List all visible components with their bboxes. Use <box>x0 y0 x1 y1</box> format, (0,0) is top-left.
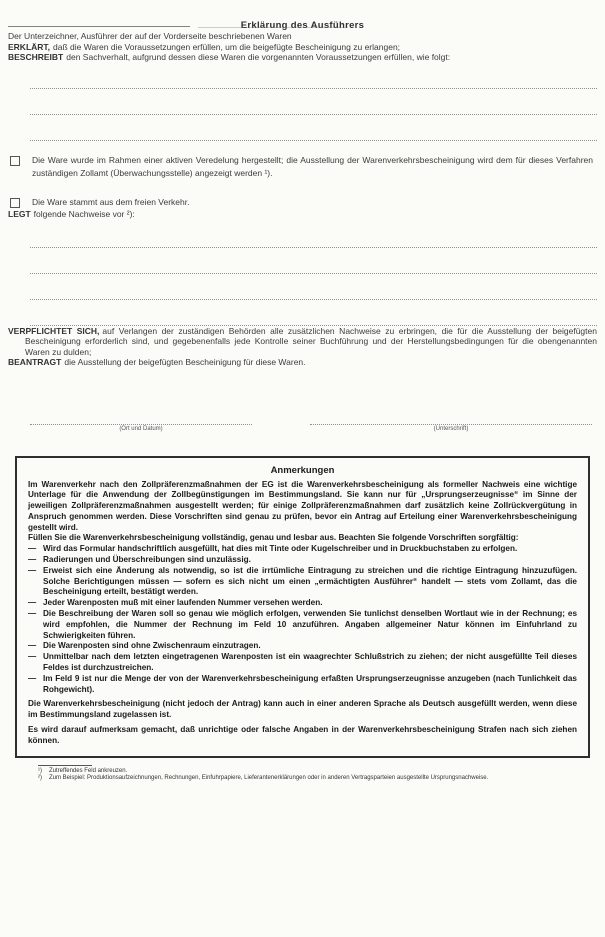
footnote-separator <box>38 765 92 766</box>
signature-line[interactable] <box>310 414 592 425</box>
anmerkungen-bullet <box>28 544 577 555</box>
anmerkungen-para3: Die Warenverkehrsbescheinigung (nicht jedoch der Antrag) kann auch in einer anderen Sprache als Deutsch ausgefüllt werden, wenn diese im Bestimmungsland zugelassen ist. <box>28 699 577 720</box>
signature-field-place-date <box>30 414 252 432</box>
bullet-dash: — <box>28 609 37 619</box>
bullet-dash: — <box>28 641 37 651</box>
footnote-marker: ¹) <box>38 767 42 774</box>
beantragt-text: die Ausstellung der beigefügten Bescheinigung für diese Waren. <box>64 357 306 367</box>
nachweise-fill-lines <box>30 220 597 326</box>
anmerkungen-bullet <box>28 652 577 674</box>
bullet-text: Wird das Formular handschriftlich ausgefüllt, hat dies mit Tinte oder Kugelschreiber und in Druckbuchstaben zu erfolgen. <box>43 544 518 554</box>
beantragt-paragraph <box>8 357 597 368</box>
fill-line[interactable] <box>30 274 597 300</box>
bullet-text: Im Feld 9 ist nur die Menge der von der Warenverkehrsbescheinigung erfaßten Ursprungserzeugnisse anzugeben (nach Tunlichkeit das Rohgewicht). <box>43 673 577 694</box>
intro-text: Der Unterzeichner, Ausführer der auf der Vorderseite beschriebenen Waren <box>8 31 292 41</box>
anmerkungen-box <box>15 456 590 758</box>
place-date-line[interactable] <box>30 414 252 425</box>
beantragt-lead: BEANTRAGT <box>8 357 62 367</box>
beschreibt-paragraph <box>8 52 597 63</box>
bullet-text: Die Warenposten sind ohne Zwischenraum einzutragen. <box>43 641 261 651</box>
bullet-dash: — <box>28 565 37 575</box>
bullet-dash: — <box>28 673 37 683</box>
verpflichtet-lead: VERPFLICHTET SICH, <box>8 325 100 336</box>
bullet-text: Erweist sich eine Änderung als notwendig, so ist die irrtümliche Eintragung zu streichen und die richtige Eintragung hinzuzufügen. Solche Berichtigungen müssen — sofern es sich nicht um einen „ermächtigten Ausführer“ handelt — stets vom Zollamt, das die Bescheinigung erteilt, bestätigt werden. <box>43 565 577 597</box>
anmerkungen-bullet <box>28 566 577 598</box>
footnote-text: Zum Beispiel: Produktionsaufzeichnungen, Rechnungen, Einfuhrpapiere, Lieferantenerklärungen oder in anderen Vertragsparteien ausgestellte Ursprungsnachweise. <box>49 775 489 782</box>
footnote-marker: ²) <box>38 775 42 782</box>
fill-line[interactable] <box>30 115 597 141</box>
anmerkungen-para1: Im Warenverkehr nach den Zollpräferenzmaßnahmen der EG ist die Warenverkehrsbescheinigung als formeller Nachweis eine wichtige Unterlage für die Anwendung der Zollbegünstigungen im Bestimmungsland. Sie kann nur für „Ursprungserzeugnisse“ im Sinne der jeweiligen Zollpräferenzmaßnahmen ausgestellt werden; für einige Zollpräferenzmaßnahmen darf zusätzlich keine Zollrückvergütung in Anspruch genommen werden. Diese Vorschriften sind genau zu prüfen, bevor ein Antrag auf Erteilung einer Warenverkehrsbescheinigung gestellt wird. <box>28 479 577 532</box>
checkbox-row-aktive-veredelung <box>10 154 597 181</box>
checkbox-row-freier-verkehr <box>10 196 597 210</box>
anmerkungen-title: Anmerkungen <box>270 464 335 476</box>
beschreibt-fill-lines <box>30 63 597 141</box>
fill-line[interactable] <box>30 248 597 274</box>
verpflichtet-paragraph <box>8 326 597 358</box>
scan-artifact-line-faint <box>198 27 348 28</box>
bullet-dash: — <box>28 555 37 565</box>
anmerkungen-para4: Es wird darauf aufmerksam gemacht, daß unrichtige oder falsche Angaben in der Warenverkehrsbescheinigung Strafen nach sich ziehen können. <box>28 725 577 745</box>
scanned-form-page <box>0 20 605 937</box>
fill-line[interactable] <box>30 220 597 248</box>
bullet-text: Radierungen und Überschreibungen sind unzulässig. <box>43 555 251 565</box>
bullet-text: Die Beschreibung der Waren soll so genau wie möglich erfolgen, verwenden Sie tunlichst denselben Wortlaut wie in der Rechnung; es wird empfohlen, die Nummer der Rechnung im Feld 10 anzuführen. Angaben allgemeiner Natur können im Einfuhrland zu Schwierigkeiten führen. <box>43 609 577 640</box>
bullet-text: Unmittelbar nach dem letzten eingetragenen Warenposten ist ein waagrechter Schlußstrich zu ziehen; der nicht ausgefüllte Teil dieses Feldes ist durchzustreichen. <box>43 652 577 673</box>
anmerkungen-bullet <box>28 555 577 566</box>
checkbox-freier-verkehr[interactable] <box>10 198 20 208</box>
signature-field-signature <box>310 414 592 432</box>
fill-line[interactable] <box>30 89 597 115</box>
place-date-label: (Ort und Datum) <box>119 425 163 432</box>
anmerkungen-bullet <box>28 598 577 609</box>
erklaert-lead: ERKLÄRT, <box>8 41 51 52</box>
bullet-text: Jeder Warenposten muß mit einer laufenden Nummer versehen werden. <box>43 598 323 608</box>
legt-paragraph <box>8 209 597 220</box>
anmerkungen-bullet <box>28 609 577 641</box>
signature-row <box>8 414 597 432</box>
bullet-dash: — <box>28 652 37 662</box>
checkbox-label: Die Ware wurde im Rahmen einer aktiven Veredelung hergestellt; die Ausstellung der Warenverkehrsbescheinigung wird dem für dieses Verfahren zuständigen Zollamt (Überwachungsstelle) angezeigt werden ¹). <box>32 154 593 178</box>
bullet-dash: — <box>28 544 37 554</box>
footnote-1 <box>38 768 597 776</box>
verpflichtet-text: auf Verlangen der zuständigen Behörden alle zusätzlichen Nachweise zu erbringen, die für die Ausstellung der beigefügten Bescheinigung erforderlich sind, und gegebenenfalls jede Kontrolle seiner Buchführung und der Herstellungsbedingungen für die obengenannten Waren zu dulden; <box>25 325 597 357</box>
fill-line[interactable] <box>30 300 597 326</box>
checkbox-aktive-veredelung[interactable] <box>10 156 20 166</box>
erklaert-paragraph <box>8 42 597 53</box>
beschreibt-text: den Sachverhalt, aufgrund dessen diese Waren die vorgenannten Voraussetzungen erfüllen, wie folgt: <box>66 52 451 62</box>
footnote-text: Zutreffendes Feld ankreuzen. <box>49 767 128 774</box>
legt-lead: LEGT <box>8 209 31 219</box>
beschreibt-lead: BESCHREIBT <box>8 52 64 62</box>
checkbox-label: Die Ware stammt aus dem freien Verkehr. <box>32 196 190 207</box>
footnote-2 <box>38 775 597 783</box>
legt-text: folgende Nachweise vor ²): <box>33 209 135 219</box>
fill-line[interactable] <box>30 63 597 89</box>
signature-label: (Unterschrift) <box>433 425 469 432</box>
erklaert-text: daß die Waren die Voraussetzungen erfüllen, um die beigefügte Bescheinigung zu erlangen; <box>53 41 401 52</box>
anmerkungen-bullet <box>28 641 577 652</box>
anmerkungen-bullet <box>28 674 577 696</box>
page-title: Erklärung des Ausführers <box>240 20 365 31</box>
anmerkungen-para2: Füllen Sie die Warenverkehrsbescheinigung vollständig, genau und lesbar aus. Beachten Sie folgende Vorschriften sorgfältig: <box>28 533 519 543</box>
bullet-dash: — <box>28 598 37 608</box>
scan-artifact-line <box>8 26 190 27</box>
